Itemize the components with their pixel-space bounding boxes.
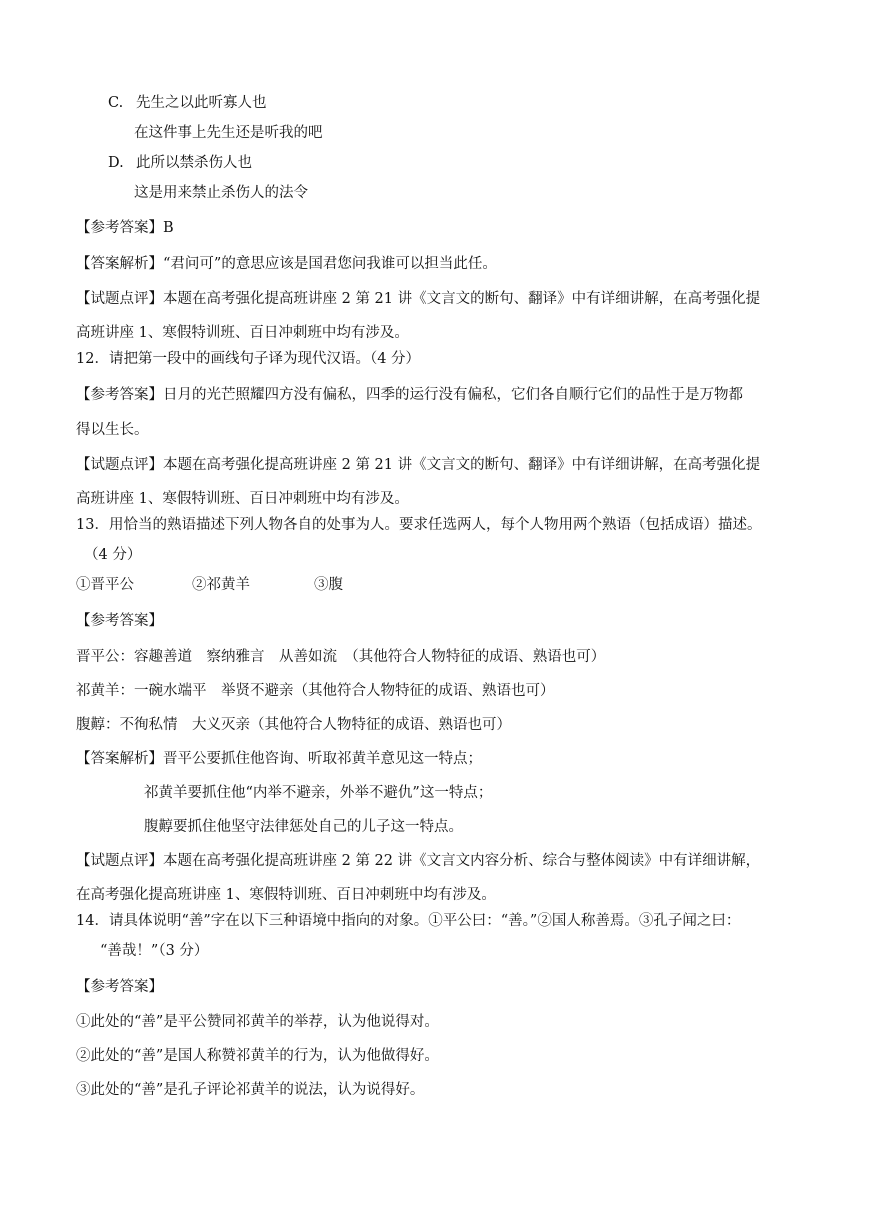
q11-review-line2: 高班讲座 1、寒假特训班、百日冲刺班中均有涉及。 xyxy=(76,325,409,341)
q11-analysis: 【答案解析】“君问可”的意思应该是国君您问我谁可以担当此任。 xyxy=(76,256,497,272)
q12-answer-line2: 得以生长。 xyxy=(76,422,149,438)
option-c xyxy=(108,93,267,113)
q14-answer-1: ①此处的“善”是平公赞同祁黄羊的举荐，认为他说得对。 xyxy=(76,1014,439,1030)
q13-analysis-2: 祁黄羊要抓住他“内举不避亲，外举不避仇”这一特点； xyxy=(144,785,493,801)
q13-choice-1: ①晋平公 xyxy=(76,577,134,593)
option-c-letter: C. xyxy=(108,95,124,111)
option-d-translation: 这是用来禁止杀伤人的法令 xyxy=(134,185,308,201)
q14-answer-3: ③此处的“善”是孔子评论祁黄羊的说法，认为说得好。 xyxy=(76,1082,425,1098)
q13-review-line1: 【试题点评】本题在高考强化提高班讲座 2 第 22 讲《文言文内容分析、综合与整体阅读》中有详细讲解， xyxy=(76,853,761,869)
q14-answer-2: ②此处的“善”是国人称赞祁黄羊的行为，认为他做得好。 xyxy=(76,1048,439,1064)
q13-answer-3: 腹䵍：不徇私情 大义灭亲（其他符合人物特征的成语、熟语也可） xyxy=(76,717,511,733)
option-d-letter: D. xyxy=(108,155,124,171)
q13-review-line2: 在高考强化提高班讲座 1、寒假特训班、百日冲刺班中均有涉及。 xyxy=(76,887,496,903)
option-c-translation: 在这件事上先生还是听我的吧 xyxy=(134,125,323,141)
option-d-text: 此所以禁杀伤人也 xyxy=(136,155,252,171)
q13-choice-3: ③腹 xyxy=(314,577,343,593)
q11-answer: 【参考答案】B xyxy=(76,220,174,236)
q14-answer-label: 【参考答案】 xyxy=(76,979,163,995)
q14-question-line2: “善哉！”（3 分） xyxy=(100,943,209,959)
q13-answer-1: 晋平公：容趣善道 察纳雅言 从善如流 （其他符合人物特征的成语、熟语也可） xyxy=(76,649,606,665)
q12-review-line1: 【试题点评】本题在高考强化提高班讲座 2 第 21 讲《文言文的断句、翻译》中有详细讲解，在高考强化提 xyxy=(76,457,761,473)
q14-question-line1: 14．请具体说明“善”字在以下三种语境中指向的对象。①平公曰：“善。”②国人称善焉。③孔子闻之曰： xyxy=(76,913,741,929)
q13-analysis-1: 【答案解析】晋平公要抓住他咨询、听取祁黄羊意见这一特点； xyxy=(76,751,482,767)
q12-answer-line1: 【参考答案】日月的光芒照耀四方没有偏私，四季的运行没有偏私，它们各自顺行它们的品性于是万物都 xyxy=(76,387,743,403)
q13-question-line2: （4 分） xyxy=(84,547,142,563)
option-d xyxy=(108,153,252,173)
q13-answer-label: 【参考答案】 xyxy=(76,613,163,629)
q12-review-line2: 高班讲座 1、寒假特训班、百日冲刺班中均有涉及。 xyxy=(76,491,409,507)
q13-analysis-3: 腹䵍要抓住他坚守法律惩处自己的儿子这一特点。 xyxy=(144,819,463,835)
q12-question: 12．请把第一段中的画线句子译为现代汉语。（4 分） xyxy=(76,351,421,367)
q13-question-line1: 13．用恰当的熟语描述下列人物各自的处事为人。要求任选两人，每个人物用两个熟语（包括成语）描述。 xyxy=(76,517,762,533)
q13-choice-2: ②祁黄羊 xyxy=(192,577,250,593)
q11-review-line1: 【试题点评】本题在高考强化提高班讲座 2 第 21 讲《文言文的断句、翻译》中有详细讲解，在高考强化提 xyxy=(76,291,761,307)
q13-answer-2: 祁黄羊：一碗水端平 举贤不避亲（其他符合人物特征的成语、熟语也可） xyxy=(76,683,555,699)
option-c-text: 先生之以此听寡人也 xyxy=(136,95,267,111)
